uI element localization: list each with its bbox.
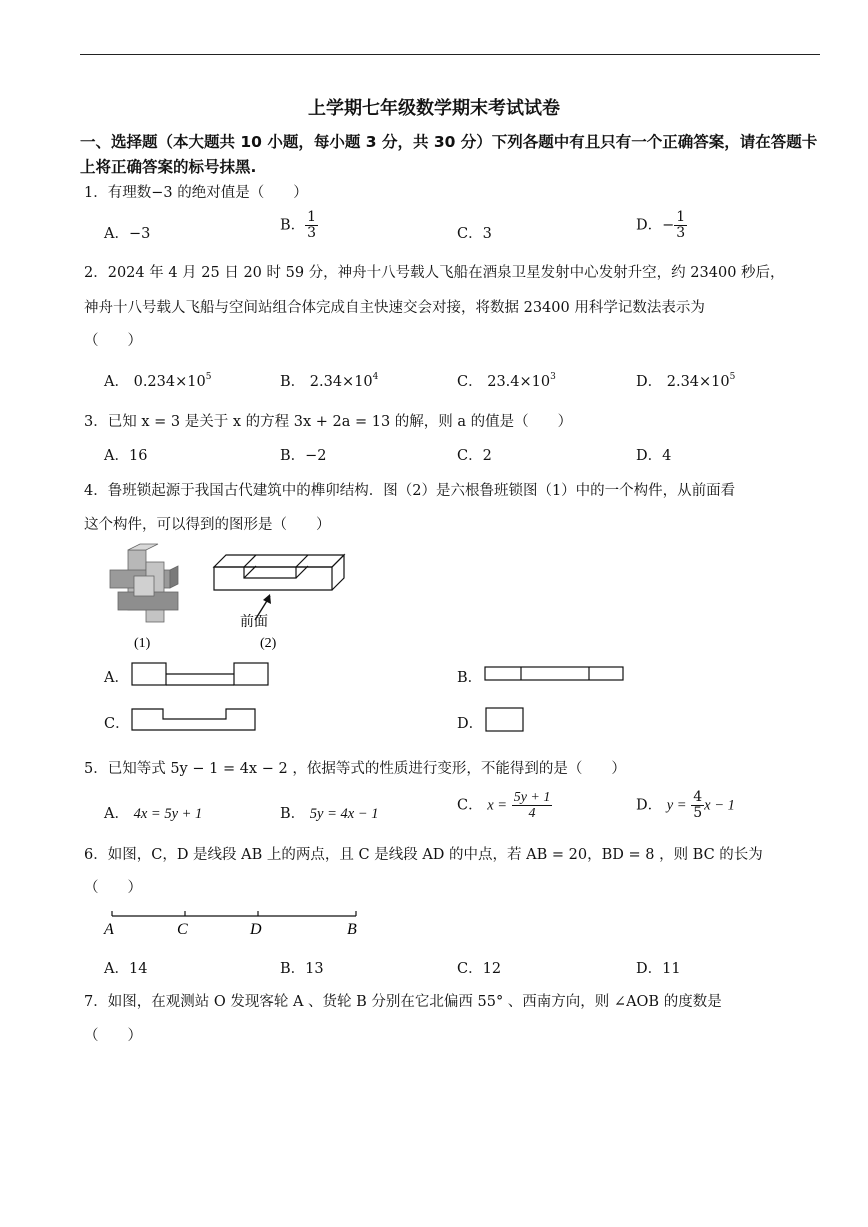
point-c-label: C (177, 921, 188, 938)
q6-option-a: A．14 (104, 961, 148, 977)
q5-option-c: C． x = $\frac{5y + 1}{4}$ (457, 790, 551, 821)
q2-option-b: B． $2.34\times 10^4$ (280, 372, 379, 390)
page-title: 上学期七年级数学期末考试试卷 (308, 98, 560, 119)
point-a-label: A (104, 921, 114, 938)
front-label: 前面 (240, 614, 268, 630)
question-3-stem: 3．已知 x = 3 是关于 x 的方程 3x + 2a = 13 的解，则 a 的值是（ ） (84, 414, 573, 430)
question-1-stem: 1．有理数−3 的绝对值是（ ） (84, 185, 308, 201)
q4-option-d-shape (484, 706, 526, 734)
question-2-line3: （ ） (84, 333, 142, 349)
q5-option-a: A． 4x = 5y + 1 (104, 806, 203, 822)
q5-option-d: D． y = $\frac{4}{5}$ x − 1 (636, 789, 735, 821)
point-d-label: D (250, 921, 262, 938)
question-2-line2: 神舟十八号载人飞船与空间站组合体完成自主快速交会对接，将数据 23400 用科学记数法表示为 (84, 300, 705, 316)
question-5-stem: 5．已知等式 5y − 1 = 4x − 2 ，依据等式的性质进行变形，不能得到的是（ ） (84, 761, 626, 777)
q5-option-b: B． 5y = 4x − 1 (280, 806, 379, 822)
q3-option-c: C．2 (457, 448, 492, 464)
q4-option-b-label: B． (457, 670, 483, 686)
q1-option-b: B． $\frac{1}{3}$ (280, 209, 317, 241)
q4-option-d-label: D． (457, 716, 484, 732)
figure-2-caption: (2) (260, 636, 277, 651)
q1-option-d: D．− $\frac{1}{3}$ (636, 209, 686, 241)
q6-segment-diagram (100, 904, 370, 940)
q4-figure (100, 540, 360, 655)
q6-option-b: B．13 (280, 961, 324, 977)
q6-option-c: C．12 (457, 961, 502, 977)
question-2-line1: 2．2024 年 4 月 25 日 20 时 59 分，神舟十八号载人飞船在酒泉卫星发射中心发射升空，约 23400 秒后， (84, 265, 785, 281)
q3-option-a: A．16 (104, 448, 148, 464)
question-6-line2: （ ） (84, 880, 142, 896)
front-arrow-head (263, 594, 271, 604)
q1-option-a: A．−3 (104, 226, 151, 242)
q4-option-c-label: C． (104, 716, 130, 732)
q3-option-b: B．−2 (280, 448, 327, 464)
header-rule (80, 54, 820, 55)
point-b-label: B (347, 921, 357, 938)
q1-option-c: C．3 (457, 226, 492, 242)
q2-option-c: C． $23.4\times 10^3$ (457, 372, 556, 390)
question-4-line1: 4．鲁班锁起源于我国古代建筑中的榫卯结构．图（2）是六根鲁班锁图（1）中的一个构件，从前面看 (84, 483, 736, 499)
q4-option-a-label: A． (104, 670, 129, 686)
section-heading: 一、选择题（本大题共 10 小题，每小题 3 分，共 30 分）下列各题中有且只有一个正确答案，请在答题卡上将正确答案的标号抹黑. (80, 133, 818, 176)
q4-option-a-shape (130, 661, 272, 687)
q6-option-d: D．11 (636, 961, 681, 977)
q4-option-b-shape (483, 665, 627, 683)
question-4-line2: 这个构件，可以得到的图形是（ ） (84, 517, 331, 533)
question-7-line2: （ ） (84, 1028, 142, 1044)
q2-option-a: A． $0.234\times 10^5$ (104, 372, 212, 390)
q4-option-c-shape (130, 705, 260, 733)
luban-lock-image (110, 544, 178, 622)
q3-option-d: D．4 (636, 448, 672, 464)
component-drawing (214, 555, 344, 590)
question-6-line1: 6．如图，C，D 是线段 AB 上的两点，且 C 是线段 AD 的中点，若 AB = 20，BD = 8 ，则 BC 的长为 (84, 847, 763, 863)
q2-option-d: D． $2.34\times 10^5$ (636, 372, 736, 390)
figure-1-caption: (1) (134, 636, 151, 651)
question-7-line1: 7．如图，在观测站 O 发现客轮 A 、货轮 B 分别在它北偏西 55° 、西南方向，则 ∠AOB 的度数是 (84, 994, 722, 1010)
